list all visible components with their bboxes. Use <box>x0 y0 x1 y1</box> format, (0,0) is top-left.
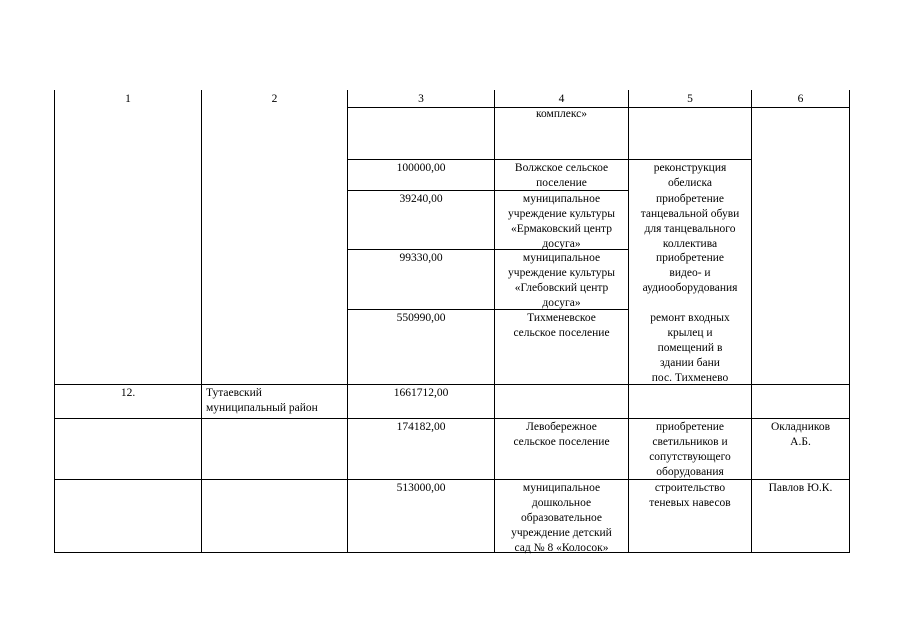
row-1-purpose: реконструкция обелиска <box>653 162 727 189</box>
row-4-recipient: Тихменевское сельское поселение <box>513 312 610 339</box>
row-4-purpose: ремонт входных крылец и помещений в здании бани пос. Тихменево <box>650 312 730 384</box>
border-left <box>54 90 55 552</box>
header-col-3: 3 <box>418 93 424 105</box>
row-6-purpose: приобретение светильников и сопутствующего оборудования <box>649 421 731 478</box>
row-7-responsible: Павлов Ю.К. <box>768 482 833 494</box>
row-5-district: Тутаевский муниципальный район <box>206 387 318 414</box>
row-7-recipient: муниципальное дошкольное образовательное учреждение детский сад № 8 «Колосок» <box>511 482 612 554</box>
row-2-recipient: муниципальное учреждение культуры «Ермаковский центр досуга» <box>508 193 615 250</box>
row-7-purpose: строительство теневых навесов <box>649 482 731 509</box>
border-right <box>849 90 850 552</box>
row-5-amount: 1661712,00 <box>393 387 449 399</box>
header-col-4: 4 <box>558 93 565 105</box>
row-3-recipient: муниципальное учреждение культуры «Глебовский центр досуга» <box>508 252 615 309</box>
row-4-amount: 550990,00 <box>396 312 446 324</box>
row-7-amount: 513000,00 <box>396 482 446 494</box>
header-col-2: 2 <box>271 93 278 105</box>
row-1-amount: 100000,00 <box>396 162 446 174</box>
row-3-purpose: приобретение видео- и аудиооборудования <box>642 252 738 294</box>
border-row-1-bottom <box>347 159 752 160</box>
row-5-number: 12. <box>120 387 136 399</box>
header-col-1: 1 <box>125 93 131 105</box>
row-6-amount: 174182,00 <box>396 421 446 433</box>
row-3-amount: 99330,00 <box>399 252 443 264</box>
row-6-responsible: Окладников А.Б. <box>770 421 831 448</box>
row-1-recipient: Волжское сельское поселение <box>514 162 609 189</box>
border-bottom <box>54 552 850 553</box>
border-row-6-bottom <box>54 418 850 419</box>
row-0-recipient: комплекс» <box>536 108 587 120</box>
row-6-recipient: Левобережное сельское поселение <box>513 421 610 448</box>
row-2-amount: 39240,00 <box>399 193 443 205</box>
row-2-purpose: приобретение танцевальной обуви для танцевального коллектива <box>640 193 740 250</box>
border-col-1-2 <box>201 90 202 552</box>
header-col-6: 6 <box>797 93 804 105</box>
header-col-5: 5 <box>687 93 693 105</box>
